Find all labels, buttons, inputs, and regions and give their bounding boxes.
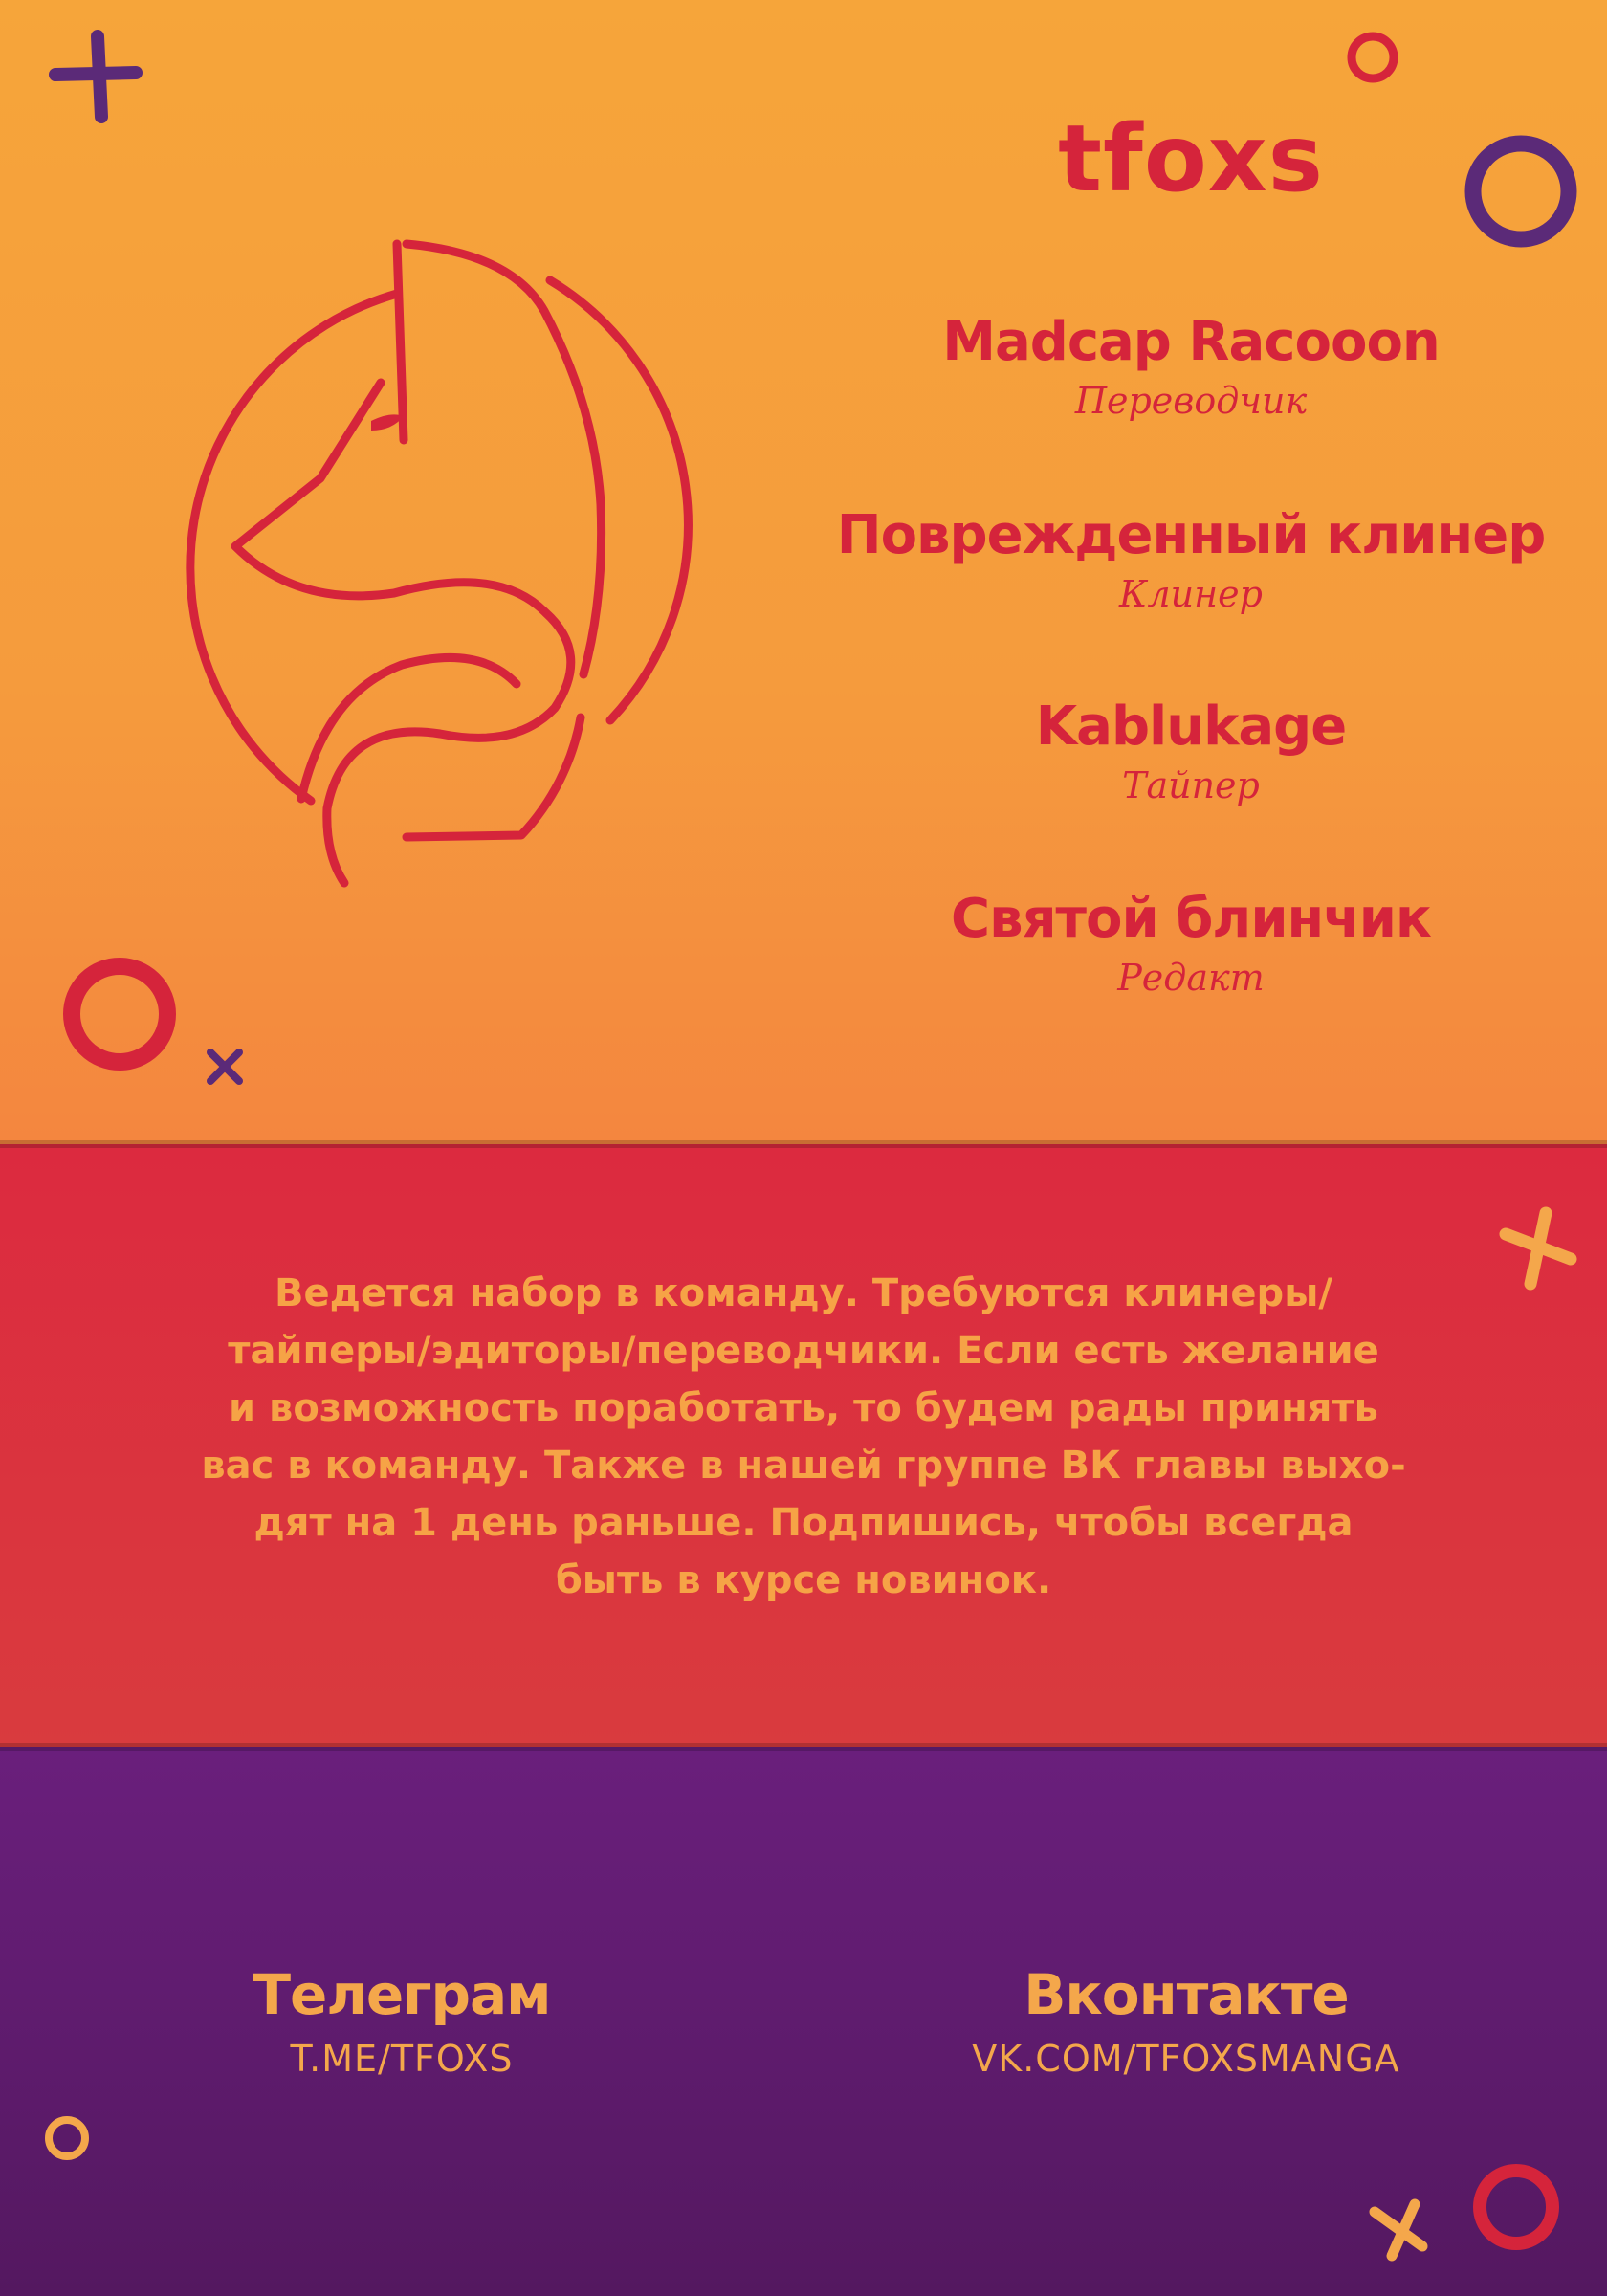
telegram-title: Телеграм — [253, 1962, 551, 2027]
ring-icon — [1339, 29, 1406, 96]
vk-link[interactable]: VK.COM/TFOXSMANGA — [972, 2038, 1400, 2080]
cross-icon — [1363, 2191, 1440, 2267]
cross-icon — [1483, 1196, 1588, 1301]
recruit-line: быть в курсе новинок. — [555, 1558, 1052, 1602]
divider — [0, 1140, 1607, 1148]
crew-name: Madcap Racooon — [942, 311, 1440, 373]
brand-name: tfoxs — [1058, 105, 1324, 212]
crew-member — [813, 504, 1569, 617]
ring-icon — [57, 955, 182, 1079]
crew-member — [813, 888, 1569, 1001]
divider — [0, 1743, 1607, 1751]
crew-name: Kablukage — [1035, 695, 1347, 758]
crew-member — [813, 311, 1569, 424]
vk-contact — [899, 1961, 1473, 2080]
crew-role: Переводчик — [1074, 380, 1308, 422]
crew-name: Поврежденный клинер — [836, 504, 1546, 566]
ring-icon — [1459, 129, 1583, 254]
recruit-text — [134, 1265, 1473, 1609]
telegram-link[interactable]: T.ME/TFOXS — [290, 2038, 514, 2080]
telegram-contact — [163, 1961, 641, 2080]
crew-name: Святой блинчик — [951, 888, 1431, 950]
fox-logo-icon — [153, 234, 746, 894]
plus-icon — [38, 19, 153, 134]
recruit-line: вас в команду. Также в нашей группе ВК главы выхо- — [201, 1444, 1406, 1488]
vk-title: Вконтакте — [1024, 1962, 1349, 2027]
crew-role: Редакт — [1117, 957, 1265, 999]
ring-icon — [1464, 2162, 1569, 2267]
cross-icon — [201, 1043, 249, 1091]
crew-member — [813, 695, 1569, 808]
crew-role: Клинер — [1119, 573, 1263, 615]
ring-icon — [38, 2109, 96, 2167]
recruit-line: и возможность поработать, то будем рады принять — [229, 1386, 1378, 1430]
recruit-line: дят на 1 день раньше. Подпишись, чтобы всегда — [253, 1501, 1354, 1545]
crew-role: Тайпер — [1122, 764, 1260, 806]
recruit-line: тайперы/эдиторы/переводчики. Если есть желание — [228, 1329, 1379, 1373]
recruit-line: Ведется набор в команду. Требуются клинеры/ — [275, 1271, 1332, 1315]
